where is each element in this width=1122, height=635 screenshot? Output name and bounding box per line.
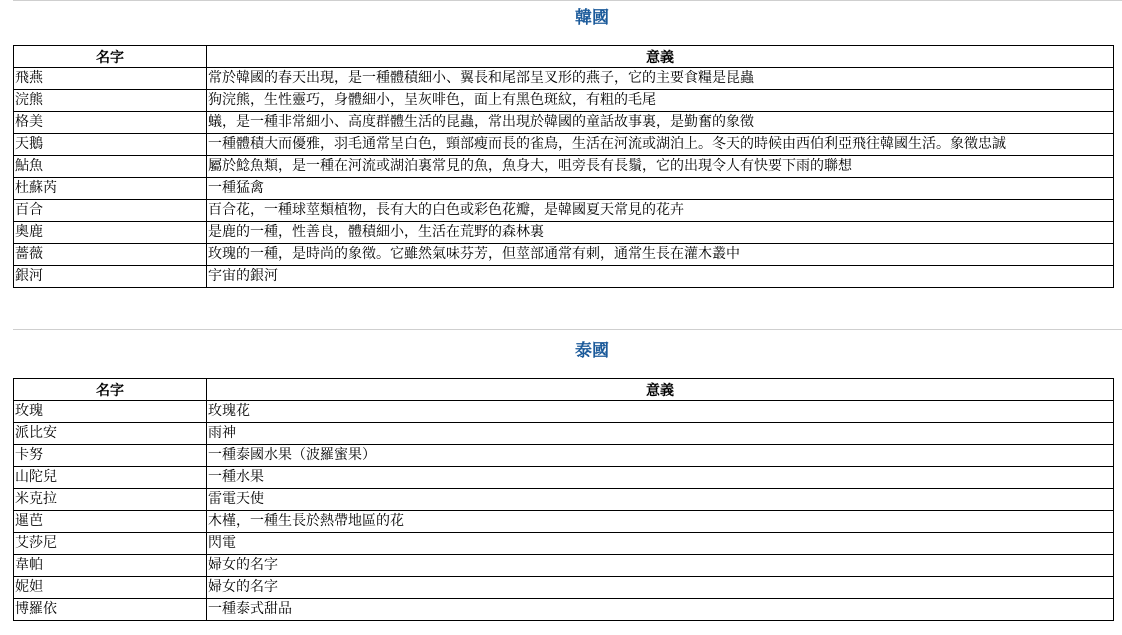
table-row <box>14 423 1114 445</box>
table-row <box>14 134 1114 156</box>
name-cell: 韋帕 <box>14 555 207 577</box>
meaning-cell: 玫瑰花 <box>207 401 1114 423</box>
column-header-name: 名字 <box>14 46 207 68</box>
table-row <box>14 112 1114 134</box>
column-header-meaning: 意義 <box>207 46 1114 68</box>
name-cell: 薔薇 <box>14 244 207 266</box>
name-cell: 杜蘇芮 <box>14 178 207 200</box>
table-row <box>14 68 1114 90</box>
table-row <box>14 156 1114 178</box>
table-header-row <box>14 46 1114 68</box>
table-row <box>14 244 1114 266</box>
name-cell: 妮妲 <box>14 577 207 599</box>
table-row <box>14 445 1114 467</box>
name-cell: 飛燕 <box>14 68 207 90</box>
table-row <box>14 489 1114 511</box>
meaning-cell: 一種泰式甜品 <box>207 599 1114 621</box>
table-row <box>14 222 1114 244</box>
name-cell: 艾莎尼 <box>14 533 207 555</box>
section-title-thailand: 泰國 <box>575 341 609 360</box>
name-cell: 浣熊 <box>14 90 207 112</box>
name-cell: 派比安 <box>14 423 207 445</box>
table-row <box>14 555 1114 577</box>
name-cell: 米克拉 <box>14 489 207 511</box>
table-row <box>14 533 1114 555</box>
meaning-cell: 一種泰國水果（波羅蜜果） <box>207 445 1114 467</box>
table-row <box>14 577 1114 599</box>
table-row <box>14 401 1114 423</box>
korea-names-table <box>13 45 1114 288</box>
meaning-cell: 是鹿的一種，性善良，體積細小，生活在荒野的森林裏 <box>207 222 1114 244</box>
name-cell: 卡努 <box>14 445 207 467</box>
thailand-names-table <box>13 378 1114 621</box>
meaning-cell: 狗浣熊，生性靈巧，身體細小，呈灰啡色，面上有黑色斑紋，有粗的毛尾 <box>207 90 1114 112</box>
meaning-cell: 一種體積大而優雅，羽毛通常呈白色，頸部瘦而長的雀鳥，生活在河流或湖泊上。冬天的時候由西伯利亞飛往韓國生活。象徵忠誠 <box>207 134 1114 156</box>
table-row <box>14 90 1114 112</box>
section-title-korea: 韓國 <box>575 8 609 27</box>
name-cell: 百合 <box>14 200 207 222</box>
column-header-name: 名字 <box>14 379 207 401</box>
meaning-cell: 宇宙的銀河 <box>207 266 1114 288</box>
name-cell: 格美 <box>14 112 207 134</box>
meaning-cell: 玫瑰的一種，是時尚的象徵。它雖然氣味芬芳，但莖部通常有刺，通常生長在灌木叢中 <box>207 244 1114 266</box>
section-divider <box>13 329 1122 330</box>
name-cell: 暹芭 <box>14 511 207 533</box>
name-cell: 銀河 <box>14 266 207 288</box>
table-header-row <box>14 379 1114 401</box>
meaning-cell: 蟻，是一種非常細小、高度群體生活的昆蟲，常出現於韓國的童話故事裏，是勤奮的象徵 <box>207 112 1114 134</box>
name-cell: 天鵝 <box>14 134 207 156</box>
name-cell: 玫瑰 <box>14 401 207 423</box>
meaning-cell: 一種水果 <box>207 467 1114 489</box>
table-row <box>14 200 1114 222</box>
meaning-cell: 閃電 <box>207 533 1114 555</box>
meaning-cell: 常於韓國的春天出現，是一種體積細小、翼長和尾部呈叉形的燕子，它的主要食糧是昆蟲 <box>207 68 1114 90</box>
meaning-cell: 一種猛禽 <box>207 178 1114 200</box>
meaning-cell: 百合花，一種球莖類植物，長有大的白色或彩色花瓣，是韓國夏天常見的花卉 <box>207 200 1114 222</box>
name-cell: 博羅依 <box>14 599 207 621</box>
top-divider <box>13 0 1122 1</box>
name-cell: 奧鹿 <box>14 222 207 244</box>
table-row <box>14 266 1114 288</box>
name-cell: 鮎魚 <box>14 156 207 178</box>
meaning-cell: 雨神 <box>207 423 1114 445</box>
table-row <box>14 467 1114 489</box>
meaning-cell: 雷電天使 <box>207 489 1114 511</box>
meaning-cell: 婦女的名字 <box>207 555 1114 577</box>
table-row <box>14 178 1114 200</box>
name-cell: 山陀兒 <box>14 467 207 489</box>
meaning-cell: 木槿，一種生長於熱帶地區的花 <box>207 511 1114 533</box>
meaning-cell: 屬於鯰魚類，是一種在河流或湖泊裏常見的魚，魚身大，咀旁長有長鬚，它的出現令人有快要下雨的聯想 <box>207 156 1114 178</box>
table-row <box>14 599 1114 621</box>
table-row <box>14 511 1114 533</box>
column-header-meaning: 意義 <box>207 379 1114 401</box>
meaning-cell: 婦女的名字 <box>207 577 1114 599</box>
